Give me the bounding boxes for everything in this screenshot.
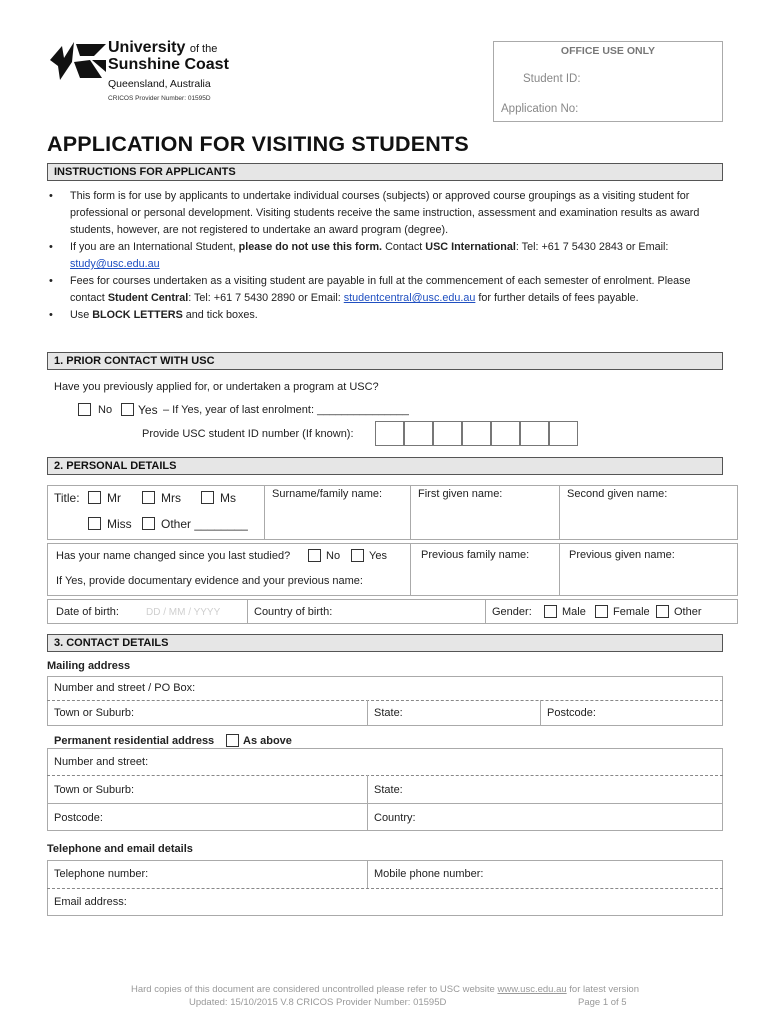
instructions-heading: INSTRUCTIONS FOR APPLICANTS bbox=[47, 163, 723, 181]
year-last-enrolment-field[interactable]: – If Yes, year of last enrolment: _______________ bbox=[163, 404, 409, 416]
permanent-postcode-field[interactable]: Postcode: bbox=[54, 812, 103, 824]
previous-family-name-field[interactable]: Previous family name: bbox=[421, 549, 530, 561]
telephone-email-heading: Telephone and email details bbox=[47, 843, 193, 855]
title-mr-label: Mr bbox=[107, 491, 121, 505]
usc-website-link[interactable]: www.usc.edu.au bbox=[497, 984, 567, 995]
surname-field[interactable]: Surname/family name: bbox=[272, 488, 383, 500]
student-central-email-link[interactable]: studentcentral@usc.edu.au bbox=[343, 292, 476, 304]
name-changed-question: Has your name changed since you last studied? bbox=[56, 550, 291, 562]
divider bbox=[559, 543, 560, 596]
student-id-cell[interactable] bbox=[433, 421, 462, 446]
divider bbox=[410, 543, 411, 596]
permanent-address-heading: Permanent residential address bbox=[54, 735, 215, 747]
university-location: Queensland, Australia bbox=[108, 78, 211, 90]
name-changed-no-checkbox[interactable] bbox=[308, 549, 321, 562]
title-mrs-label: Mrs bbox=[161, 491, 181, 505]
prior-no-label: No bbox=[98, 404, 113, 416]
gender-female-label: Female bbox=[613, 606, 650, 618]
title-mr-checkbox[interactable] bbox=[88, 491, 101, 504]
gender-male-checkbox[interactable] bbox=[544, 605, 557, 618]
title-ms-checkbox[interactable] bbox=[201, 491, 214, 504]
page-title: APPLICATION FOR VISITING STUDENTS bbox=[47, 132, 469, 156]
permanent-town-field[interactable]: Town or Suburb: bbox=[54, 784, 135, 796]
divider bbox=[559, 485, 560, 540]
mobile-field[interactable]: Mobile phone number: bbox=[374, 868, 484, 880]
divider bbox=[367, 860, 368, 888]
dob-label: Date of birth: bbox=[56, 606, 119, 618]
divider bbox=[485, 599, 486, 624]
cricos-number: CRICOS Provider Number: 01595D bbox=[108, 95, 211, 102]
student-id-label: Student ID: bbox=[523, 73, 581, 85]
student-id-cell[interactable] bbox=[462, 421, 491, 446]
dob-input[interactable]: DD / MM / YYYY bbox=[146, 607, 221, 618]
name-changed-yes-label: Yes bbox=[369, 550, 387, 562]
instruction-item: • Fees for courses undertaken as a visiting student are payable in full at the commencement of each semester of enrolment. Please contact Student Central: Tel: +61 7 5430 2890 or Email: studentcentral@usc.edu.au for further details of fees payable. bbox=[47, 273, 723, 307]
prior-yes-checkbox[interactable] bbox=[121, 403, 134, 416]
permanent-street-field[interactable]: Number and street: bbox=[54, 756, 149, 768]
prior-contact-heading: 1. PRIOR CONTACT WITH USC bbox=[47, 352, 723, 370]
previous-given-name-field[interactable]: Previous given name: bbox=[569, 549, 675, 561]
student-id-prompt: Provide USC student ID number (If known): bbox=[142, 428, 354, 440]
divider bbox=[410, 485, 411, 540]
gender-male-label: Male bbox=[562, 606, 586, 618]
prior-no-checkbox[interactable] bbox=[78, 403, 91, 416]
permanent-state-field[interactable]: State: bbox=[374, 784, 403, 796]
footer-disclaimer: Hard copies of this document are considered uncontrolled please refer to USC website www.usc.edu.au for latest version bbox=[130, 984, 639, 995]
row-divider bbox=[47, 775, 723, 776]
gender-other-checkbox[interactable] bbox=[656, 605, 669, 618]
name-changed-yes-checkbox[interactable] bbox=[351, 549, 364, 562]
row-divider bbox=[47, 803, 723, 804]
gender-other-label: Other bbox=[674, 606, 702, 618]
divider bbox=[367, 775, 368, 831]
student-id-cell[interactable] bbox=[520, 421, 549, 446]
row-divider bbox=[47, 888, 723, 889]
as-above-label: As above bbox=[243, 735, 292, 747]
office-use-title: OFFICE USE ONLY bbox=[560, 45, 656, 57]
divider bbox=[540, 700, 541, 726]
title-miss-label: Miss bbox=[107, 517, 132, 531]
instruction-item: • Use BLOCK LETTERS and tick boxes. bbox=[47, 307, 723, 324]
mailing-state-field[interactable]: State: bbox=[374, 707, 403, 719]
instructions-list bbox=[47, 188, 723, 324]
title-ms-label: Ms bbox=[220, 491, 236, 505]
mailing-address-heading: Mailing address bbox=[47, 660, 131, 672]
contact-details-heading: 3. CONTACT DETAILS bbox=[47, 634, 723, 652]
gender-label: Gender: bbox=[492, 606, 532, 618]
usc-logo-icon bbox=[50, 42, 106, 80]
divider bbox=[367, 700, 368, 726]
second-name-field[interactable]: Second given name: bbox=[567, 488, 668, 500]
first-name-field[interactable]: First given name: bbox=[418, 488, 503, 500]
title-other-checkbox[interactable] bbox=[142, 517, 155, 530]
office-use-box bbox=[493, 41, 723, 122]
instruction-item: • This form is for use by applicants to undertake individual courses (subjects) or approved course groupings as a visiting student for professional or personal development. Visiting students receive the same instruction, assessment and examination results as award students, however, are not registered to undertake an award program (degree). bbox=[47, 188, 723, 239]
university-name: University of the Sunshine Coast bbox=[108, 39, 229, 73]
divider bbox=[264, 485, 265, 540]
prior-question: Have you previously applied for, or undertaken a program at USC? bbox=[54, 381, 379, 393]
gender-female-checkbox[interactable] bbox=[595, 605, 608, 618]
student-id-cell[interactable] bbox=[549, 421, 578, 446]
instruction-item: • If you are an International Student, please do not use this form. Contact USC International: Tel: +61 7 5430 2843 or Email: study@usc.edu.au bbox=[47, 239, 723, 273]
mailing-postcode-field[interactable]: Postcode: bbox=[547, 707, 596, 719]
evidence-note: If Yes, provide documentary evidence and your previous name: bbox=[56, 575, 363, 587]
divider bbox=[247, 599, 248, 624]
as-above-checkbox[interactable] bbox=[226, 734, 239, 747]
title-miss-checkbox[interactable] bbox=[88, 517, 101, 530]
student-id-cell[interactable] bbox=[491, 421, 520, 446]
title-other-field[interactable]: Other ________ bbox=[161, 517, 248, 531]
footer-version: Updated: 15/10/2015 V.8 CRICOS Provider Number: 01595D bbox=[189, 997, 447, 1008]
mailing-street-field[interactable]: Number and street / PO Box: bbox=[54, 682, 196, 694]
telephone-field[interactable]: Telephone number: bbox=[54, 868, 149, 880]
title-mrs-checkbox[interactable] bbox=[142, 491, 155, 504]
student-id-cell[interactable] bbox=[404, 421, 433, 446]
application-no-label: Application No: bbox=[501, 103, 579, 115]
title-label: Title: bbox=[54, 491, 80, 505]
study-email-link[interactable]: study@usc.edu.au bbox=[70, 258, 160, 270]
row-divider bbox=[47, 700, 723, 701]
prior-yes-label: Yes bbox=[138, 403, 158, 417]
country-of-birth-field[interactable]: Country of birth: bbox=[254, 606, 333, 618]
mailing-town-field[interactable]: Town or Suburb: bbox=[54, 707, 135, 719]
permanent-country-field[interactable]: Country: bbox=[374, 812, 416, 824]
personal-details-heading: 2. PERSONAL DETAILS bbox=[47, 457, 723, 475]
student-id-cell[interactable] bbox=[375, 421, 404, 446]
page-number: Page 1 of 5 bbox=[578, 997, 627, 1008]
name-changed-no-label: No bbox=[326, 550, 341, 562]
email-field[interactable]: Email address: bbox=[54, 896, 127, 908]
